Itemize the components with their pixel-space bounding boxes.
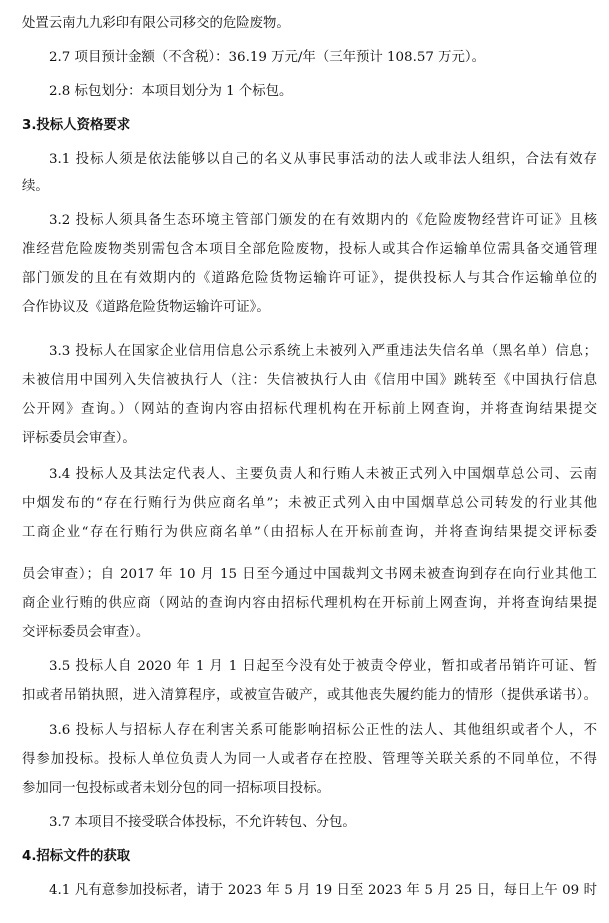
paragraph-line: 3.2 投标人须具备生态环境主管部门颁发的在有效期内的《危险废物经营许可证》且核 bbox=[49, 213, 597, 228]
paragraph-line: 商企业行贿的供应商（网站的查询内容由招标代理机构在开标前上网查询，并将查询结果提 bbox=[22, 596, 597, 611]
paragraph-line: 3.5 投标人自 2020 年 1 月 1 日起至今没有处于被责令停业，暂扣或者吊销许可证、暂 bbox=[49, 659, 597, 674]
paragraph-line: 处置云南九九彩印有限公司移交的危险废物。 bbox=[22, 16, 290, 31]
section-heading: 3.投标人资格要求 bbox=[22, 118, 131, 133]
paragraph-line: 3.6 投标人与招标人存在利害关系可能影响招标公正性的法人、其他组织或者个人，不 bbox=[49, 723, 597, 738]
paragraph-line: 部门颁发的且在有效期内的《道路危险货物运输许可证》，提供投标人与其合作运输单位的 bbox=[22, 271, 597, 286]
paragraph-line: 未被信用中国列入失信被执行人（注：失信被执行人由《信用中国》跳转至《中国执行信息 bbox=[22, 373, 597, 388]
paragraph-line: 续。 bbox=[22, 179, 49, 194]
paragraph-line: 评标委员会审查）。 bbox=[22, 431, 136, 446]
paragraph-line: 交评标委员会审查）。 bbox=[22, 625, 150, 640]
paragraph-line: 中烟发布的“存在行贿行为供应商名单”；未被正式列入由中国烟草总公司转发的行业其他 bbox=[22, 496, 597, 511]
section-heading: 4.招标文件的获取 bbox=[22, 849, 131, 864]
paragraph-line: 参加同一包投标或者未划分包的同一招标项目投标。 bbox=[22, 781, 330, 796]
paragraph-line: 3.4 投标人及其法定代表人、主要负责人和行贿人未被正式列入中国烟草总公司、云南 bbox=[49, 467, 597, 482]
paragraph-line: 3.3 投标人在国家企业信用信息公示系统上未被列入严重违法失信名单（黑名单）信息； bbox=[49, 344, 597, 359]
paragraph-line: 2.7 项目预计金额（不含税）：36.19 万元/年（三年预计 108.57 万元）。 bbox=[49, 50, 485, 65]
paragraph-line: 公开网》查询。）（网站的查询内容由招标代理机构在开标前上网查询，并将查询结果提交 bbox=[22, 402, 597, 417]
paragraph-line: 3.7 本项目不接受联合体投标，不允许转包、分包。 bbox=[49, 815, 356, 830]
paragraph-line: 3.1 投标人须是依法能够以自己的名义从事民事活动的法人或非法人组织，合法有效存 bbox=[49, 152, 597, 167]
paragraph-line: 工商企业“存在行贿行为供应商名单”（由招标人在开标前查询，并将查询结果提交评标委 bbox=[22, 525, 597, 540]
paragraph-line: 合作协议及《道路危险货物运输许可证》。 bbox=[22, 300, 270, 315]
paragraph-line: 准经营危险废物类别需包含本项目全部危险废物，投标人或其合作运输单位需具备交通管理 bbox=[22, 242, 597, 257]
paragraph-line: 4.1 凡有意参加投标者，请于 2023 年 5 月 19 日至 2023 年 5 月 25 日，每日上午 09 时 bbox=[49, 883, 597, 898]
paragraph-line: 2.8 标包划分：本项目划分为 1 个标包。 bbox=[49, 84, 293, 99]
paragraph-line: 扣或者吊销执照，进入清算程序，或被宣告破产，或其他丧失履约能力的情形（提供承诺书）。 bbox=[22, 688, 597, 703]
paragraph-line: 得参加投标。投标人单位负责人为同一人或者存在控股、管理等关联关系的不同单位，不得 bbox=[22, 752, 597, 767]
paragraph-line: 员会审查）；自 2017 年 10 月 15 日至今通过中国裁判文书网未被查询到存在向行业其他工 bbox=[22, 567, 597, 582]
